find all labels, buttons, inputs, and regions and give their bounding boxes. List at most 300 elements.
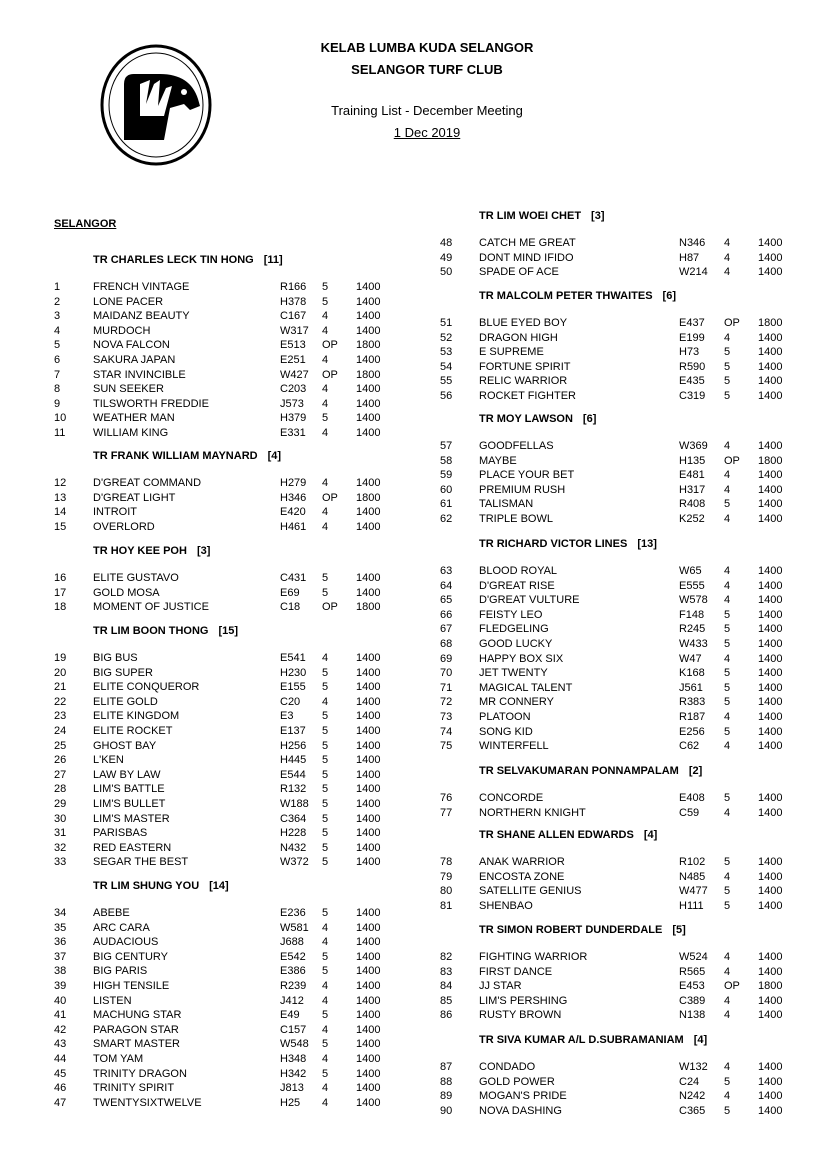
trainer-name: TR MOY LAWSON <box>479 413 573 425</box>
horse-code: N346 <box>679 237 706 249</box>
horse-rating: 4 <box>724 513 731 525</box>
horse-number: 45 <box>54 1067 67 1080</box>
horse-number: 67 <box>440 623 453 636</box>
horse-rating: 4 <box>322 427 329 439</box>
horse-distance: 1400 <box>356 427 381 439</box>
horse-distance: 1400 <box>758 579 783 592</box>
horse-name: FRENCH VINTAGE <box>93 281 190 293</box>
horse-rating: 4 <box>322 477 329 489</box>
horse-name: RED EASTERN <box>93 841 172 854</box>
horse-code: H317 <box>679 483 706 496</box>
horse-distance: 1400 <box>356 1067 381 1080</box>
horse-rating: OP <box>322 368 338 381</box>
horse-number: 83 <box>440 965 453 978</box>
horse-distance: 1400 <box>356 841 381 854</box>
horse-distance: 1400 <box>356 397 381 410</box>
horse-code: R166 <box>280 281 307 293</box>
horse-rating: 4 <box>322 921 329 934</box>
horse-distance: 1400 <box>758 360 783 373</box>
horse-number: 78 <box>440 856 453 868</box>
horse-number: 3 <box>54 310 61 323</box>
horse-rating: 5 <box>724 667 731 680</box>
horse-name: BIG PARIS <box>93 965 148 978</box>
horse-number: 71 <box>440 681 453 694</box>
horse-rating: OP <box>322 339 338 352</box>
horse-code: E453 <box>679 980 705 993</box>
horse-rating: 4 <box>724 251 731 264</box>
horse-name: NOVA DASHING <box>479 1104 562 1117</box>
horse-rating: 4 <box>322 1053 329 1065</box>
horse-name: MAGICAL TALENT <box>479 681 573 694</box>
horse-distance: 1400 <box>356 994 381 1007</box>
horse-rating: 5 <box>322 710 329 723</box>
horse-count: [5] <box>672 924 686 936</box>
horse-rating: 5 <box>322 281 329 293</box>
horse-code: C319 <box>679 390 706 402</box>
horse-rating: 5 <box>724 856 731 868</box>
horse-rating: 5 <box>322 1009 329 1022</box>
horse-name: FORTUNE SPIRIT <box>479 360 571 373</box>
horse-code: E331 <box>280 427 306 439</box>
horse-name: SEGAR THE BEST <box>93 856 189 869</box>
horse-name: GOLD MOSA <box>93 586 160 599</box>
horse-number: 37 <box>54 950 67 963</box>
trainer-heading <box>479 538 657 550</box>
horse-number: 24 <box>54 725 67 737</box>
horse-name: NORTHERN KNIGHT <box>479 806 586 819</box>
horse-code: R102 <box>679 856 706 868</box>
horse-number: 74 <box>440 725 453 738</box>
horse-rating: OP <box>724 980 740 993</box>
horse-number: 44 <box>54 1053 67 1065</box>
horse-number: 65 <box>440 594 453 607</box>
horse-name: MOMENT OF JUSTICE <box>93 601 209 614</box>
trainer-heading <box>93 545 210 557</box>
horse-name: JET TWENTY <box>479 667 548 680</box>
horse-code: C167 <box>280 310 307 323</box>
horse-code: J561 <box>679 681 703 694</box>
horse-code: E420 <box>280 506 306 519</box>
region-heading: SELANGOR <box>54 218 117 230</box>
horse-name: TRIPLE BOWL <box>479 513 553 525</box>
horse-code: C203 <box>280 383 307 396</box>
horse-code: K252 <box>679 513 705 525</box>
trainer-name: TR SELVAKUMARAN PONNAMPALAM <box>479 765 679 777</box>
horse-count: [6] <box>662 290 676 302</box>
horse-name: LIM'S BULLET <box>93 798 166 810</box>
horse-name: PARAGON STAR <box>93 1023 179 1036</box>
horse-name: NOVA FALCON <box>93 339 170 352</box>
horse-code: W524 <box>679 951 708 963</box>
horse-distance: 1400 <box>356 739 381 752</box>
horse-code: W65 <box>679 565 702 577</box>
horse-code: W372 <box>280 856 309 869</box>
horse-rating: 4 <box>724 266 731 279</box>
horse-name: D'GREAT VULTURE <box>479 594 580 607</box>
horse-number: 52 <box>440 331 453 344</box>
horse-name: MR CONNERY <box>479 696 554 709</box>
horse-name: MACHUNG STAR <box>93 1009 182 1022</box>
horse-code: N138 <box>679 1009 706 1022</box>
horse-name: GOOD LUCKY <box>479 638 553 650</box>
horse-name: SMART MASTER <box>93 1038 180 1051</box>
horse-code: H346 <box>280 491 307 504</box>
trainer-heading <box>479 290 676 302</box>
horse-code: C59 <box>679 806 700 819</box>
horse-name: MAIDANZ BEAUTY <box>93 310 190 323</box>
trainer-name: TR RICHARD VICTOR LINES <box>479 538 628 550</box>
horse-code: N432 <box>280 841 307 854</box>
horse-code: H378 <box>280 295 307 308</box>
horse-number: 58 <box>440 454 453 467</box>
horse-distance: 1400 <box>356 681 381 694</box>
horse-count: [3] <box>196 545 211 557</box>
horse-distance: 1800 <box>356 601 381 614</box>
horse-distance: 1400 <box>356 572 381 584</box>
horse-code: H461 <box>280 520 307 533</box>
horse-distance: 1400 <box>758 513 783 525</box>
horse-distance: 1400 <box>758 346 783 359</box>
horse-code: W317 <box>280 324 309 337</box>
club-name-english: SELANGOR TURF CLUB <box>351 62 503 77</box>
horse-code: E236 <box>280 907 306 919</box>
horse-name: DRAGON HIGH <box>479 331 558 344</box>
horse-code: E481 <box>679 469 705 482</box>
horse-distance: 1400 <box>356 921 381 934</box>
horse-number: 46 <box>54 1082 67 1095</box>
horse-code: W477 <box>679 885 708 898</box>
horse-number: 19 <box>54 652 67 664</box>
horse-count: [4] <box>643 829 658 841</box>
horse-distance: 1400 <box>356 1009 381 1022</box>
horse-number: 13 <box>54 491 67 504</box>
horse-name: GHOST BAY <box>93 739 157 752</box>
trainer-name: TR FRANK WILLIAM MAYNARD <box>93 450 258 462</box>
horse-code: R187 <box>679 711 706 723</box>
horse-name: FEISTY LEO <box>479 608 543 621</box>
horse-rating: 5 <box>322 856 329 869</box>
horse-rating: OP <box>322 491 338 504</box>
horse-distance: 1400 <box>758 1061 783 1073</box>
horse-distance: 1400 <box>758 870 783 883</box>
horse-distance: 1400 <box>758 251 783 264</box>
horse-distance: 1400 <box>356 281 381 293</box>
horse-distance: 1400 <box>356 477 381 489</box>
horse-number: 86 <box>440 1009 453 1022</box>
horse-rating: 5 <box>724 725 731 738</box>
trainer-name: TR CHARLES LECK TIN HONG <box>93 254 254 266</box>
horse-code: W578 <box>679 594 708 607</box>
horse-number: 41 <box>54 1009 67 1022</box>
trainer-name: TR SHANE ALLEN EDWARDS <box>479 829 634 841</box>
horse-number: 29 <box>54 798 67 810</box>
horse-number: 40 <box>54 994 67 1007</box>
horse-distance: 1400 <box>758 994 783 1007</box>
horse-rating: 5 <box>724 885 731 898</box>
horse-rating: 4 <box>724 594 731 607</box>
horse-number: 17 <box>54 586 67 599</box>
horse-count: [14] <box>209 880 229 892</box>
horse-rating: 5 <box>724 346 731 359</box>
horse-distance: 1400 <box>758 725 783 738</box>
horse-number: 55 <box>440 375 453 388</box>
horse-rating: 4 <box>724 440 731 452</box>
horse-name: ROCKET FIGHTER <box>479 390 576 402</box>
horse-rating: 5 <box>724 360 731 373</box>
horse-number: 80 <box>440 885 453 898</box>
horse-number: 57 <box>440 440 453 452</box>
horse-distance: 1400 <box>758 623 783 636</box>
horse-number: 2 <box>54 295 61 308</box>
horse-number: 60 <box>440 483 453 496</box>
horse-code: F148 <box>679 608 705 621</box>
horse-distance: 1800 <box>356 491 381 504</box>
horse-code: H73 <box>679 346 700 359</box>
horse-name: PLACE YOUR BET <box>479 469 575 482</box>
horse-number: 70 <box>440 667 453 680</box>
horse-distance: 1400 <box>758 331 783 344</box>
horse-code: H348 <box>280 1053 307 1065</box>
horse-number: 32 <box>54 841 67 854</box>
horse-code: E437 <box>679 317 705 329</box>
horse-number: 81 <box>440 899 453 912</box>
horse-name: TWENTYSIXTWELVE <box>93 1096 202 1109</box>
horse-code: C389 <box>679 994 706 1007</box>
horse-distance: 1400 <box>356 1096 381 1109</box>
horse-code: W548 <box>280 1038 309 1051</box>
horse-number: 31 <box>54 827 67 840</box>
horse-code: W188 <box>280 798 309 810</box>
horse-distance: 1400 <box>758 965 783 978</box>
horse-code: E542 <box>280 950 306 963</box>
horse-distance: 1400 <box>758 266 783 279</box>
horse-distance: 1400 <box>356 798 381 810</box>
horse-code: E408 <box>679 792 705 804</box>
horse-distance: 1400 <box>758 1090 783 1103</box>
horse-number: 42 <box>54 1023 67 1036</box>
horse-number: 64 <box>440 579 453 592</box>
horse-rating: 4 <box>322 994 329 1007</box>
horse-name: SATELLITE GENIUS <box>479 885 582 898</box>
horse-rating: 4 <box>724 469 731 482</box>
horse-code: C364 <box>280 812 307 825</box>
horse-number: 22 <box>54 695 67 708</box>
horse-name: LONE PACER <box>93 295 164 308</box>
horse-rating: 4 <box>322 397 329 410</box>
horse-distance: 1400 <box>356 520 381 533</box>
horse-number: 90 <box>440 1104 453 1117</box>
horse-rating: 5 <box>322 798 329 810</box>
horse-distance: 1400 <box>758 792 783 804</box>
horse-code: C24 <box>679 1075 700 1088</box>
horse-rating: 5 <box>724 638 731 650</box>
horse-code: H445 <box>280 754 307 767</box>
horse-number: 79 <box>440 870 453 883</box>
horse-name: CATCH ME GREAT <box>479 237 576 249</box>
trainer-name: TR LIM BOON THONG <box>93 625 209 637</box>
horse-number: 51 <box>440 317 453 329</box>
horse-code: E69 <box>280 586 300 599</box>
horse-rating: 5 <box>322 586 329 599</box>
trainer-heading <box>479 210 605 222</box>
trainer-heading <box>479 1034 707 1046</box>
horse-number: 38 <box>54 965 67 978</box>
horse-distance: 1400 <box>356 980 381 992</box>
horse-number: 72 <box>440 696 453 709</box>
horse-count: [11] <box>263 254 283 266</box>
horse-rating: 5 <box>322 754 329 767</box>
horse-distance: 1400 <box>758 740 783 753</box>
horse-distance: 1400 <box>758 806 783 819</box>
horse-number: 34 <box>54 907 67 919</box>
horse-name: LIM'S PERSHING <box>479 994 568 1007</box>
horse-count: [4] <box>693 1034 708 1046</box>
horse-name: INTROIT <box>93 506 137 519</box>
trainer-name: TR MALCOLM PETER THWAITES <box>479 290 653 302</box>
horse-number: 76 <box>440 792 453 804</box>
horse-distance: 1400 <box>758 1075 783 1088</box>
horse-count: [6] <box>582 413 597 425</box>
horse-distance: 1400 <box>758 652 783 665</box>
horse-rating: 5 <box>724 792 731 804</box>
trainer-name: TR LIM SHUNG YOU <box>93 880 200 892</box>
horse-name: L'KEN <box>93 754 124 767</box>
horse-distance: 1400 <box>356 950 381 963</box>
horse-code: R132 <box>280 783 307 796</box>
horse-rating: 4 <box>724 483 731 496</box>
horse-distance: 1400 <box>356 936 381 949</box>
horse-number: 75 <box>440 740 453 753</box>
horse-number: 26 <box>54 754 67 767</box>
horse-number: 59 <box>440 469 453 482</box>
horse-code: H228 <box>280 827 307 840</box>
horse-distance: 1400 <box>356 295 381 308</box>
horse-name: MOGAN'S PRIDE <box>479 1090 567 1103</box>
horse-code: H279 <box>280 477 307 489</box>
horse-rating: 4 <box>322 980 329 992</box>
horse-rating: 5 <box>322 572 329 584</box>
horse-distance: 1400 <box>356 1082 381 1095</box>
horse-distance: 1400 <box>356 710 381 723</box>
horse-code: J573 <box>280 397 304 410</box>
horse-name: ANAK WARRIOR <box>479 856 565 868</box>
horse-distance: 1400 <box>356 695 381 708</box>
horse-code: C62 <box>679 740 700 753</box>
horse-distance: 1400 <box>356 827 381 840</box>
horse-rating: 4 <box>322 1096 329 1109</box>
horse-rating: 4 <box>724 711 731 723</box>
horse-name: GOODFELLAS <box>479 440 554 452</box>
horse-distance: 1800 <box>758 317 783 329</box>
horse-rating: 5 <box>724 498 731 511</box>
horse-distance: 1400 <box>356 768 381 781</box>
horse-number: 68 <box>440 638 453 650</box>
horse-number: 73 <box>440 711 453 723</box>
horse-distance: 1400 <box>356 412 381 425</box>
trainer-name: TR HOY KEE POH <box>93 545 187 557</box>
horse-code: R239 <box>280 980 307 992</box>
horse-number: 87 <box>440 1061 453 1073</box>
horse-number: 35 <box>54 921 67 934</box>
horse-number: 63 <box>440 565 453 577</box>
horse-distance: 1400 <box>758 390 783 402</box>
horse-distance: 1400 <box>758 483 783 496</box>
horse-number: 23 <box>54 710 67 723</box>
horse-code: H25 <box>280 1096 301 1109</box>
horse-distance: 1400 <box>758 498 783 511</box>
horse-name: DONT MIND IFIDO <box>479 251 574 264</box>
horse-code: C18 <box>280 601 301 614</box>
trainer-heading <box>93 254 283 266</box>
horse-name: OVERLORD <box>93 520 155 533</box>
trainer-heading <box>479 924 686 936</box>
horse-distance: 1400 <box>758 899 783 912</box>
horse-number: 12 <box>54 477 67 489</box>
horse-name: PREMIUM RUSH <box>479 483 566 496</box>
horse-distance: 1400 <box>758 1009 783 1022</box>
horse-rating: 5 <box>322 295 329 308</box>
horse-rating: 4 <box>724 740 731 753</box>
horse-distance: 1400 <box>758 1104 783 1117</box>
horse-code: W214 <box>679 266 708 279</box>
horse-code: C431 <box>280 572 307 584</box>
horse-rating: 4 <box>322 936 329 949</box>
horse-rating: OP <box>724 317 740 329</box>
horse-name: SUN SEEKER <box>93 383 164 396</box>
horse-name: ELITE GOLD <box>93 695 158 708</box>
horse-name: HAPPY BOX SIX <box>479 652 564 665</box>
horse-name: STAR INVINCIBLE <box>93 368 186 381</box>
horse-name: ELITE ROCKET <box>93 725 173 737</box>
horse-distance: 1400 <box>356 310 381 323</box>
horse-name: FIRST DANCE <box>479 965 553 978</box>
horse-rating: 4 <box>724 994 731 1007</box>
horse-name: RUSTY BROWN <box>479 1009 562 1022</box>
horse-name: BLUE EYED BOY <box>479 317 568 329</box>
horse-code: E513 <box>280 339 306 352</box>
trainer-name: TR LIM WOEI CHET <box>479 210 582 222</box>
horse-code: J813 <box>280 1082 304 1095</box>
horse-rating: 5 <box>724 1075 731 1088</box>
trainer-heading <box>93 880 229 892</box>
horse-rating: OP <box>724 454 740 467</box>
horse-number: 33 <box>54 856 67 869</box>
horse-distance: 1400 <box>356 965 381 978</box>
horse-distance: 1400 <box>356 754 381 767</box>
horse-name: TOM YAM <box>93 1053 144 1065</box>
horse-name: PLATOON <box>479 711 531 723</box>
horse-name: TALISMAN <box>479 498 534 511</box>
horse-name: HIGH TENSILE <box>93 980 170 992</box>
horse-rating: 5 <box>322 412 329 425</box>
horse-rating: 5 <box>724 390 731 402</box>
horse-distance: 1400 <box>356 856 381 869</box>
horse-name: BIG BUS <box>93 652 138 664</box>
horse-distance: 1400 <box>758 951 783 963</box>
horse-name: ENCOSTA ZONE <box>479 870 565 883</box>
horse-code: R245 <box>679 623 706 636</box>
horse-code: E541 <box>280 652 306 664</box>
horse-number: 6 <box>54 354 61 366</box>
horse-rating: 5 <box>322 950 329 963</box>
horse-code: H111 <box>679 899 704 912</box>
horse-rating: 5 <box>724 623 731 636</box>
horse-name: FIGHTING WARRIOR <box>479 951 588 963</box>
horse-code: R383 <box>679 696 706 709</box>
horse-rating: 5 <box>322 681 329 694</box>
horse-code: H87 <box>679 251 700 264</box>
horse-name: D'GREAT RISE <box>479 579 555 592</box>
